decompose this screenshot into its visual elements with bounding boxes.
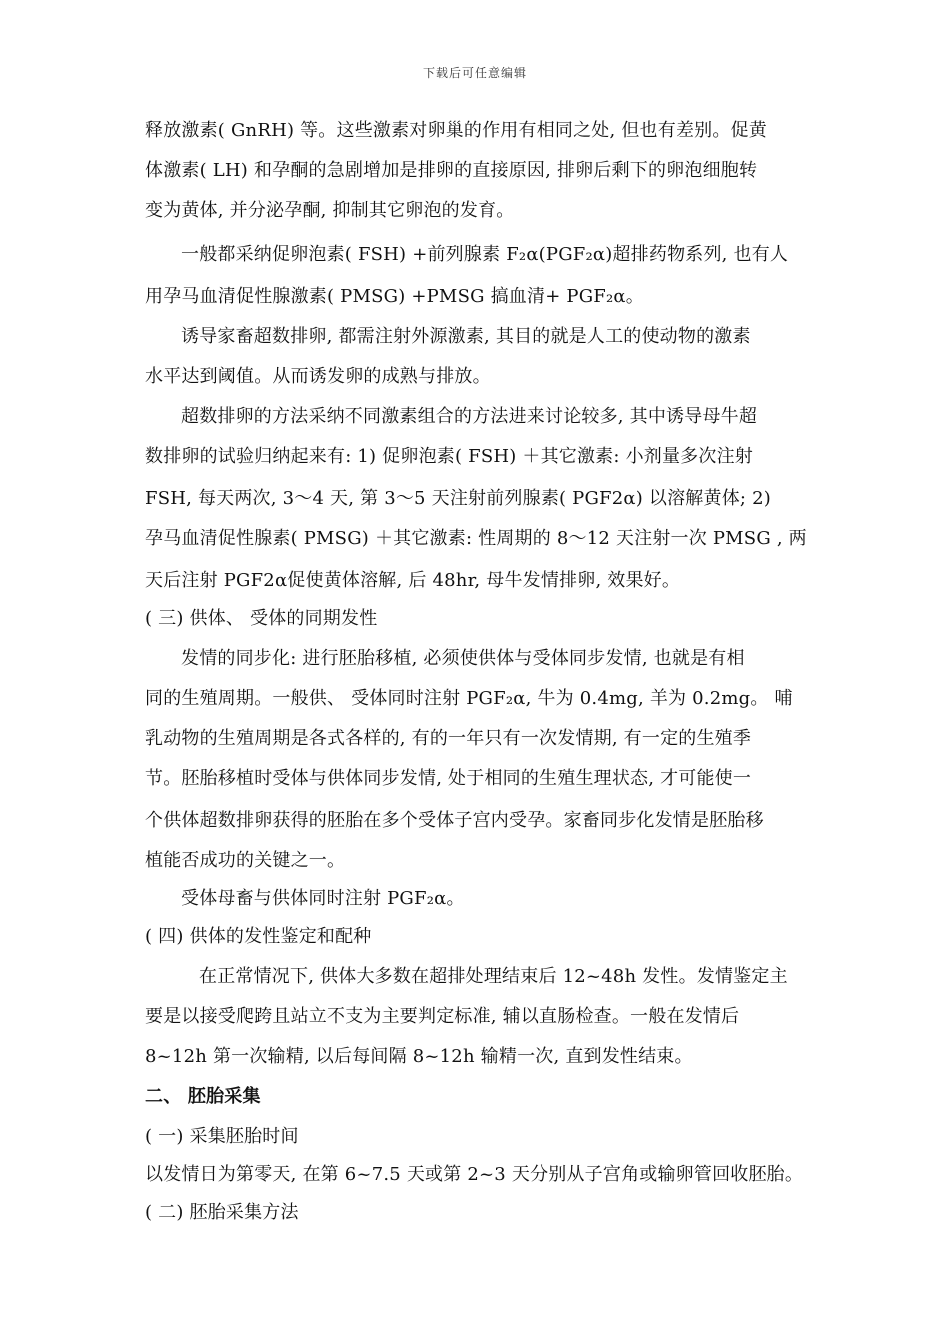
- body-line: 要是以接受爬跨且站立不支为主要判定标准, 辅以直肠检查。一般在发情后: [145, 1006, 740, 1027]
- body-line: 变为黄体, 并分泌孕酮, 抑制其它卵泡的发育。: [145, 200, 515, 221]
- body-line: FSH, 每天两次, 3～4 天, 第 3～5 天注射前列腺素( PGF2α) 以溶解黄体; 2): [145, 488, 771, 509]
- body-line: 植能否成功的关键之一。: [145, 850, 346, 871]
- body-line: 乳动物的生殖周期是各式各样的, 有的一年只有一次发情期, 有一定的生殖季: [145, 728, 752, 749]
- body-line: 节。胚胎移植时受体与供体同步发情, 处于相同的生殖生理状态, 才可能使一: [145, 768, 752, 789]
- section-heading: ( 二) 胚胎采集方法: [145, 1202, 299, 1223]
- paragraph-first-line: 超数排卵的方法采纳不同激素组合的方法进来讨论较多, 其中诱导母牛超: [181, 406, 758, 427]
- paragraph-first-line: 一般都采纳促卵泡素( FSH) +前列腺素 F₂α(PGF₂α)超排药物系列, 也有人: [181, 244, 789, 265]
- body-line: 水平达到阈值。从而诱发卵的成熟与排放。: [145, 366, 491, 387]
- body-line: 天后注射 PGF2α促使黄体溶解, 后 48hr, 母牛发情排卵, 效果好。: [145, 570, 681, 591]
- paragraph-first-line: 在正常情况下, 供体大多数在超排处理结束后 12~48h 发性。发情鉴定主: [199, 966, 788, 987]
- paragraph-first-line: 发情的同步化: 进行胚胎移植, 必须使供体与受体同步发情, 也就是有相: [181, 648, 745, 669]
- page-header: 下载后可任意编辑: [422, 66, 527, 80]
- paragraph-first-line: 诱导家畜超数排卵, 都需注射外源激素, 其目的就是人工的使动物的激素: [181, 326, 751, 347]
- section-heading: ( 三) 供体、 受体的同期发性: [145, 608, 378, 629]
- body-line: 数排卵的试验归纳起来有: 1) 促卵泡素( FSH) ＋其它激素: 小剂量多次注射: [145, 446, 753, 467]
- body-line: 同的生殖周期。一般供、 受体同时注射 PGF₂α, 牛为 0.4mg, 羊为 0.2mg。 哺: [145, 688, 793, 709]
- section-heading: ( 四) 供体的发性鉴定和配种: [145, 926, 372, 947]
- body-line: 释放激素( GnRH) 等。这些激素对卵巢的作用有相同之处, 但也有差别。促黄: [145, 120, 767, 141]
- section-heading: ( 一) 采集胚胎时间: [145, 1126, 299, 1147]
- paragraph-first-line: 受体母畜与供体同时注射 PGF₂α。: [181, 888, 465, 909]
- chapter-heading: 二、 胚胎采集: [145, 1086, 261, 1107]
- body-line: 以发情日为第零天, 在第 6~7.5 天或第 2~3 天分别从子宫角或输卵管回收胚胎。: [145, 1164, 804, 1185]
- body-line: 孕马血清促性腺素( PMSG) ＋其它激素: 性周期的 8～12 天注射一次 PMSG , 两: [145, 528, 807, 549]
- body-line: 8~12h 第一次输精, 以后每间隔 8~12h 输精一次, 直到发性结束。: [145, 1046, 693, 1067]
- body-line: 体激素( LH) 和孕酮的急剧增加是排卵的直接原因, 排卵后剩下的卵泡细胞转: [145, 160, 758, 181]
- body-line: 用孕马血清促性腺激素( PMSG) +PMSG 搞血清+ PGF₂α。: [145, 286, 644, 307]
- body-line: 个供体超数排卵获得的胚胎在多个受体子宫内受孕。家畜同步化发情是胚胎移: [145, 810, 764, 831]
